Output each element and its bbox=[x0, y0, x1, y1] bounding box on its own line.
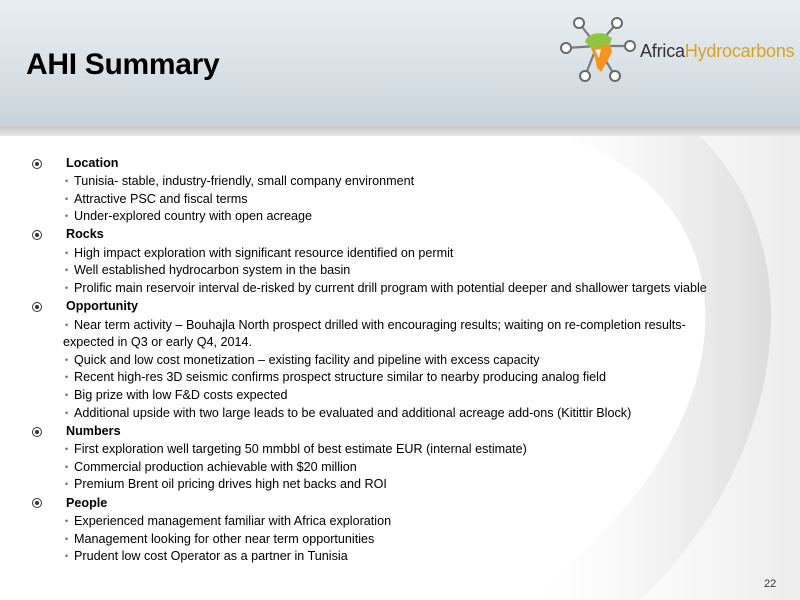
list-item: • Under-explored country with open acreage bbox=[65, 209, 313, 224]
list-item: • Tunisia- stable, industry-friendly, small company environment bbox=[65, 174, 415, 188]
list-item: • Prolific main reservoir interval de-risked by current drill program with potential deeper and shallower targets viable bbox=[65, 280, 707, 295]
list-item: • High impact exploration with significant resource identified on permit bbox=[65, 245, 454, 260]
list-item: • Big prize with low F&D costs expected bbox=[65, 387, 288, 402]
section-people bbox=[30, 494, 770, 566]
section-title: People bbox=[66, 495, 108, 510]
section-title: Opportunity bbox=[66, 299, 139, 314]
slide-title: AHI Summary bbox=[26, 48, 220, 81]
page-number: 22 bbox=[764, 578, 777, 590]
logo-wordmark: AfricaHydrocarbons bbox=[640, 41, 795, 61]
section-numbers bbox=[30, 422, 770, 494]
list-item: • Experienced management familiar with Africa exploration bbox=[65, 513, 392, 528]
bullet-radio-icon bbox=[32, 427, 42, 437]
section-rocks bbox=[30, 226, 770, 298]
list-item: • Additional upside with two large leads to be evaluated and additional acreage add-ons (Kitittir Block) bbox=[65, 405, 632, 420]
list-item: • Near term activity – Bouhajla North prospect drilled with encouraging results; waiting on re-completion results- expected in Q3 or early Q4, 2014. bbox=[63, 317, 686, 350]
list-item: • Attractive PSC and fiscal terms bbox=[65, 191, 248, 206]
summary-content bbox=[30, 154, 770, 566]
logo-network-icon bbox=[557, 14, 637, 90]
list-item: • Premium Brent oil pricing drives high net backs and ROI bbox=[65, 477, 387, 492]
section-title: Numbers bbox=[66, 423, 121, 438]
company-logo bbox=[557, 14, 795, 90]
list-item: • Recent high-res 3D seismic confirms prospect structure similar to nearby producing analog field bbox=[65, 370, 606, 385]
bullet-radio-icon bbox=[32, 230, 42, 240]
bullet-radio-icon bbox=[32, 159, 42, 169]
section-title: Location bbox=[66, 155, 119, 170]
list-item: • Prudent low cost Operator as a partner in Tunisia bbox=[65, 549, 348, 564]
header-divider bbox=[0, 126, 800, 136]
list-item: • Well established hydrocarbon system in the basin bbox=[65, 263, 351, 278]
bullet-radio-icon bbox=[32, 498, 42, 508]
section-opportunity bbox=[30, 298, 770, 423]
list-item: • First exploration well targeting 50 mmbbl of best estimate EUR (internal estimate) bbox=[65, 442, 527, 457]
list-item: • Commercial production achievable with $20 million bbox=[65, 459, 357, 474]
section-title: Rocks bbox=[66, 227, 104, 242]
list-item: • Management looking for other near term opportunities bbox=[65, 531, 375, 546]
bullet-radio-icon bbox=[32, 302, 42, 312]
section-location bbox=[30, 154, 770, 226]
list-item: • Quick and low cost monetization – existing facility and pipeline with excess capacity bbox=[65, 352, 540, 367]
